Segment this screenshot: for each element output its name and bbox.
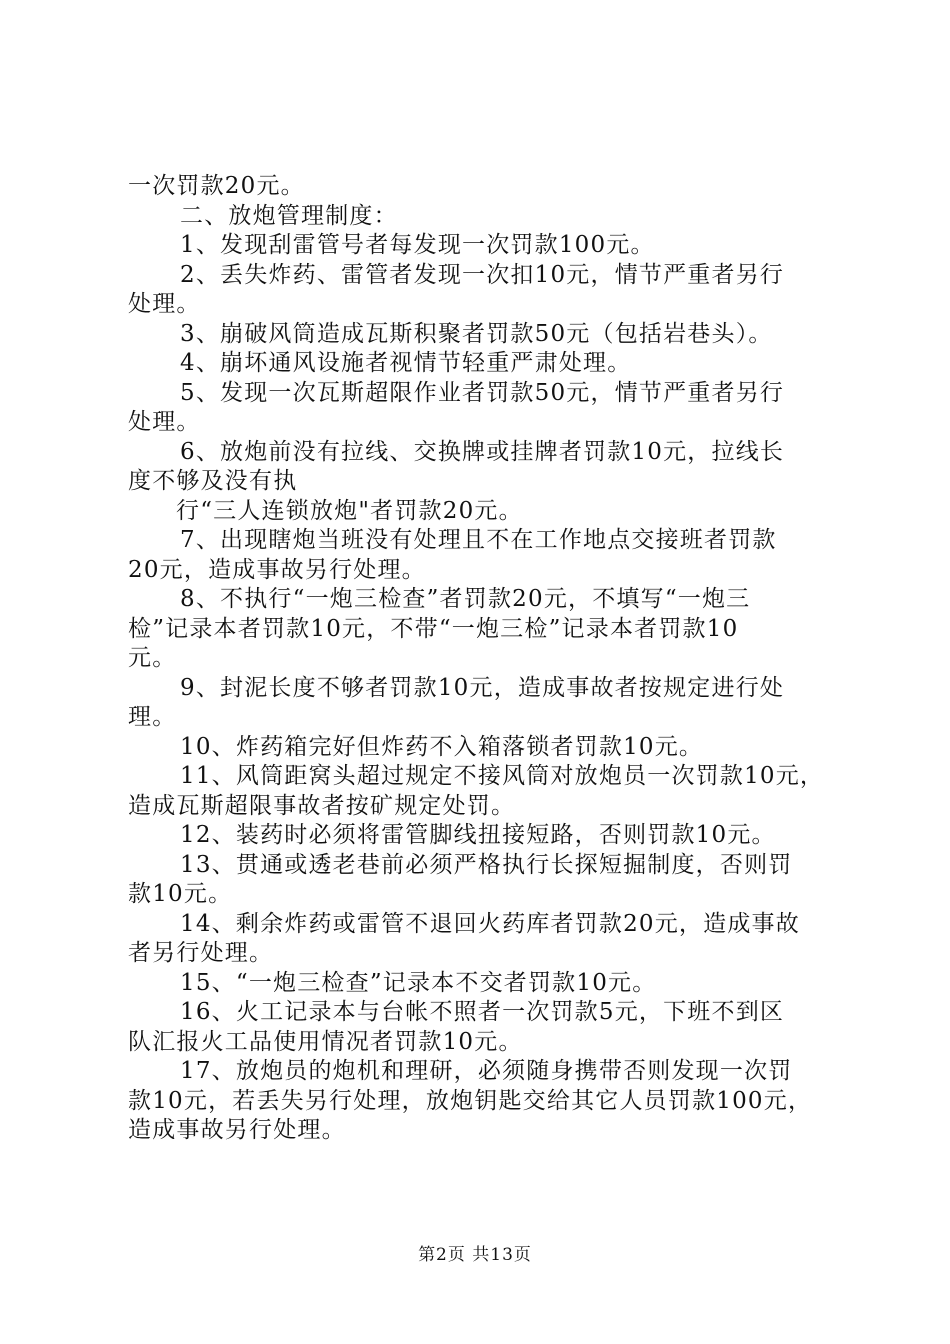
text-line: 16、火工记录本与台帐不照者一次罚款5元，下班不到区 <box>180 999 785 1025</box>
text-line: 15、“一炮三检查”记录本不交者罚款10元。 <box>180 969 657 996</box>
text-line: 造成事故另行处理。 <box>128 1117 346 1143</box>
text-line: 13、贯通或透老巷前必须严格执行长探短掘制度，否则罚 <box>180 851 793 878</box>
text-line: 5、发现一次瓦斯超限作业者罚款50元，情节严重者另行 <box>180 379 785 406</box>
text-line: 行“三人连锁放炮"者罚款20元。 <box>176 497 523 524</box>
text-line: 造成瓦斯超限事故者按矿规定处罚。 <box>128 792 516 819</box>
text-line: 14、剩余炸药或雷管不退回火药库者罚款20元，造成事故 <box>180 910 800 937</box>
text-line: 者另行处理。 <box>128 940 274 966</box>
text-line: 9、封泥长度不够者罚款10元，造成事故者按规定进行处 <box>180 674 785 701</box>
page-number-footer: 第2页 共13页 <box>418 1245 532 1265</box>
text-line: 度不够及没有执 <box>128 468 298 494</box>
text-line: 4、崩坏通风设施者视情节轻重严肃处理。 <box>180 350 632 376</box>
text-line: 8、不执行“一炮三检查”者罚款20元，不填写“一炮三 <box>180 586 751 612</box>
text-line: 款10元。 <box>128 881 233 907</box>
text-line: 处理。 <box>128 409 201 435</box>
text-line: 2、丢失炸药、雷管者发现一次扣10元，情节严重者另行 <box>180 261 785 288</box>
text-line: 12、装药时必须将雷管脚线扭接短路，否则罚款10元。 <box>180 822 776 848</box>
text-line: 检”记录本者罚款10元，不带“一炮三检”记录本者罚款10 <box>128 615 739 642</box>
text-line: 二、放炮管理制度： <box>180 202 398 229</box>
text-line: 款10元，若丢失另行处理，放炮钥匙交给其它人员罚款100元， <box>128 1087 813 1114</box>
text-line: 20元，造成事故另行处理。 <box>128 556 426 583</box>
text-line: 元。 <box>128 645 177 671</box>
text-line: 一次罚款20元。 <box>128 173 305 199</box>
text-line: 处理。 <box>128 291 201 317</box>
text-line: 10、炸药箱完好但炸药不入箱落锁者罚款10元。 <box>180 733 704 760</box>
text-line: 1、发现刮雷管号者每发现一次罚款100元。 <box>180 232 655 258</box>
text-line: 17、放炮员的炮机和理研，必须随身携带否则发现一次罚 <box>180 1058 793 1084</box>
text-line: 3、崩破风筒造成瓦斯积聚者罚款50元（包括岩巷头）。 <box>180 320 773 347</box>
text-line: 11、风筒距窝头超过规定不接风筒对放炮员一次罚款10元， <box>180 763 825 789</box>
text-line: 队汇报火工品使用情况者罚款10元。 <box>128 1028 523 1055</box>
text-line: 理。 <box>128 704 177 730</box>
document-body <box>128 172 838 1146</box>
text-line: 6、放炮前没有拉线、交换牌或挂牌者罚款10元，拉线长 <box>180 438 785 465</box>
text-line: 7、出现瞎炮当班没有处理且不在工作地点交接班者罚款 <box>180 527 777 553</box>
